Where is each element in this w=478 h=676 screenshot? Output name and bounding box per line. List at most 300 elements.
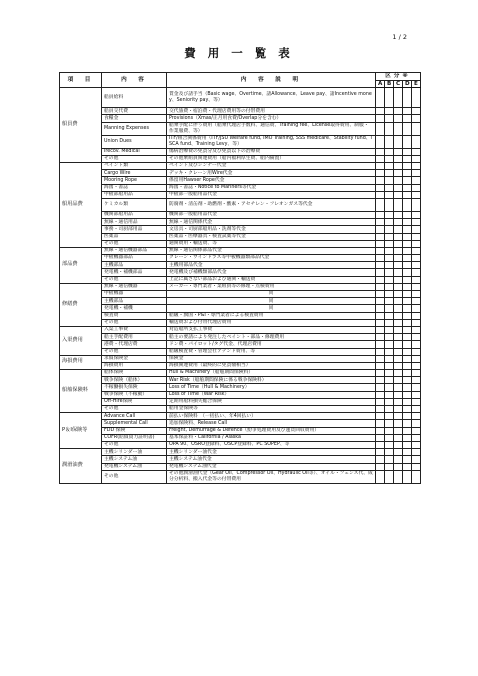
row-content: 船員給料 [102, 88, 167, 108]
kubun-cell [412, 362, 421, 369]
kubun-cell [385, 470, 394, 483]
table-row [60, 334, 421, 341]
row-description: ペイント及びシンナー代金 [167, 163, 376, 170]
header-letter-b: B [385, 81, 394, 88]
row-content: COFR(賠償資力証明書) [102, 434, 167, 441]
table-row [60, 233, 421, 240]
kubun-cell [385, 198, 394, 211]
kubun-cell [385, 170, 394, 177]
kubun-cell [394, 233, 403, 240]
kubun-cell [385, 406, 394, 413]
kubun-cell [376, 305, 385, 312]
kubun-cell [394, 247, 403, 254]
row-content: その他 [102, 441, 167, 448]
row-description: 発電機及び補機類部品代金 [167, 269, 376, 276]
kubun-cell [403, 240, 412, 247]
kubun-cell [403, 470, 412, 483]
table-row [60, 191, 421, 198]
kubun-cell [385, 163, 394, 170]
header-row-1 [60, 73, 421, 81]
row-content: Manning Expenses [102, 122, 167, 135]
kubun-cell [412, 384, 421, 391]
row-description: 基本保証料・California / Alaska [167, 434, 376, 441]
table-row [60, 362, 421, 369]
row-description: 発電機システム油代金 [167, 463, 376, 470]
kubun-cell [385, 233, 394, 240]
kubun-cell [412, 177, 421, 184]
kubun-cell [412, 226, 421, 233]
kubun-cell [403, 355, 412, 362]
table-row [60, 135, 421, 148]
kubun-cell [376, 262, 385, 269]
kubun-cell [412, 305, 421, 312]
row-content: Cargo Wire [102, 170, 167, 177]
kubun-cell [412, 219, 421, 226]
kubun-cell [394, 377, 403, 384]
kubun-cell [412, 191, 421, 198]
kubun-cell [376, 377, 385, 384]
row-content: Irecov. Medical [102, 148, 167, 155]
kubun-cell [385, 456, 394, 463]
kubun-cell [385, 247, 394, 254]
kubun-cell [403, 108, 412, 115]
kubun-cell [394, 449, 403, 456]
row-content: その他 [102, 276, 167, 283]
kubun-cell [403, 334, 412, 341]
row-description: 通関費用・輸送費、等 [167, 240, 376, 247]
kubun-cell [394, 226, 403, 233]
kubun-cell [403, 384, 412, 391]
kubun-cell [376, 370, 385, 377]
kubun-cell [403, 115, 412, 122]
kubun-cell [385, 326, 394, 333]
kubun-cell [403, 219, 412, 226]
row-content: 発電機・補機部品 [102, 269, 167, 276]
kubun-cell [376, 341, 385, 348]
row-content: Supplemental Call [102, 420, 167, 427]
kubun-cell [394, 163, 403, 170]
kubun-cell [394, 427, 403, 434]
kubun-cell [394, 198, 403, 211]
row-description: ドン費・パイロット/タグ代金、代理店費用 [167, 341, 376, 348]
kubun-cell [385, 211, 394, 218]
kubun-cell [394, 298, 403, 305]
kubun-cell [394, 262, 403, 269]
kubun-cell [376, 326, 385, 333]
kubun-cell [376, 398, 385, 405]
kubun-cell [385, 276, 394, 283]
kubun-cell [412, 413, 421, 420]
kubun-cell [403, 276, 412, 283]
table-row [60, 108, 421, 115]
kubun-cell [376, 219, 385, 226]
row-description: Provisions（Xmas/正月用食費/Overlap分を含む） [167, 115, 376, 122]
table-row [60, 283, 421, 290]
kubun-cell [394, 191, 403, 198]
kubun-cell [403, 456, 412, 463]
kubun-cell [376, 406, 385, 413]
kubun-cell [394, 312, 403, 319]
kubun-cell [403, 449, 412, 456]
kubun-cell [376, 211, 385, 218]
kubun-cell [403, 135, 412, 148]
kubun-cell [412, 115, 421, 122]
table-row [60, 88, 421, 108]
table-row [60, 348, 421, 355]
kubun-cell [394, 122, 403, 135]
table-row [60, 198, 421, 211]
section-name: 入渠費用 [60, 326, 102, 355]
kubun-cell [385, 184, 394, 191]
kubun-cell [376, 449, 385, 456]
row-description: 船主の要請により発注したペイント・部品・修理費用 [167, 334, 376, 341]
table-row [60, 269, 421, 276]
kubun-cell [403, 441, 412, 448]
row-content: 発電機システム油 [102, 463, 167, 470]
header-letter-d: D [403, 81, 412, 88]
kubun-cell [403, 413, 412, 420]
row-content: その他 [102, 155, 167, 162]
kubun-cell [403, 362, 412, 369]
row-description: 主機用部品代金 [167, 262, 376, 269]
kubun-cell [385, 334, 394, 341]
table-row [60, 240, 421, 247]
kubun-cell [376, 312, 385, 319]
table-row [60, 463, 421, 470]
kubun-cell [376, 283, 385, 290]
kubun-cell [403, 305, 412, 312]
kubun-cell [403, 262, 412, 269]
kubun-cell [385, 148, 394, 155]
table-row [60, 391, 421, 398]
kubun-cell [403, 291, 412, 298]
kubun-cell [412, 420, 421, 427]
kubun-cell [394, 348, 403, 355]
kubun-cell [385, 177, 394, 184]
table-row [60, 312, 421, 319]
kubun-cell [376, 470, 385, 483]
kubun-cell [403, 211, 412, 218]
kubun-cell [394, 341, 403, 348]
kubun-cell [403, 398, 412, 405]
table-row [60, 163, 421, 170]
kubun-cell [376, 291, 385, 298]
kubun-cell [412, 262, 421, 269]
kubun-cell [394, 177, 403, 184]
kubun-cell [412, 255, 421, 262]
kubun-cell [376, 184, 385, 191]
section-name: P＆I保険等 [60, 413, 102, 449]
kubun-cell [412, 434, 421, 441]
kubun-cell [376, 122, 385, 135]
row-content: Off-Hire保険 [102, 398, 167, 405]
kubun-cell [394, 219, 403, 226]
kubun-cell [376, 135, 385, 148]
kubun-cell [412, 312, 421, 319]
row-content: その他 [102, 348, 167, 355]
kubun-cell [385, 191, 394, 198]
kubun-cell [394, 391, 403, 398]
row-content: 甲板機器 [102, 291, 167, 298]
kubun-cell [412, 370, 421, 377]
kubun-cell [376, 441, 385, 448]
row-description: OPA 90、OSRO登録料、OSCP登録料、PC SOPEP、等 [167, 441, 376, 448]
kubun-cell [376, 148, 385, 155]
table-row [60, 155, 421, 162]
kubun-cell [385, 305, 394, 312]
kubun-cell [394, 108, 403, 115]
kubun-cell [385, 377, 394, 384]
table-row [60, 255, 421, 262]
kubun-cell [403, 312, 412, 319]
kubun-cell [403, 269, 412, 276]
row-content: その他 [102, 406, 167, 413]
kubun-cell [376, 255, 385, 262]
table-body [60, 88, 421, 483]
header-letter-e: E [412, 81, 421, 88]
kubun-cell [412, 211, 421, 218]
kubun-cell [412, 334, 421, 341]
kubun-cell [394, 88, 403, 108]
kubun-cell [403, 226, 412, 233]
kubun-cell [385, 122, 394, 135]
kubun-cell [394, 148, 403, 155]
table-row [60, 319, 421, 326]
row-content: その他 [102, 470, 167, 483]
table-row [60, 434, 421, 441]
kubun-cell [412, 148, 421, 155]
kubun-cell [376, 319, 385, 326]
kubun-cell [412, 470, 421, 483]
kubun-cell [394, 170, 403, 177]
row-content: 戦争保険（不稼動） [102, 391, 167, 398]
row-description: 船級・旗国・P&I・専門業者による検査費用 [167, 312, 376, 319]
kubun-cell [394, 470, 403, 483]
kubun-cell [376, 88, 385, 108]
row-content: 船員交代費 [102, 108, 167, 115]
kubun-cell [385, 391, 394, 398]
kubun-cell [394, 255, 403, 262]
kubun-cell [412, 233, 421, 240]
table-row [60, 305, 421, 312]
kubun-cell [376, 240, 385, 247]
kubun-cell [403, 177, 412, 184]
kubun-cell [376, 362, 385, 369]
kubun-cell [385, 269, 394, 276]
kubun-cell [403, 233, 412, 240]
kubun-cell [394, 276, 403, 283]
row-content: 甲板部船用品 [102, 191, 167, 198]
kubun-cell [394, 319, 403, 326]
kubun-cell [385, 355, 394, 362]
table-row [60, 291, 421, 298]
kubun-cell [385, 341, 394, 348]
row-content: 医薬品 [102, 233, 167, 240]
section-name: 船舶保険料 [60, 370, 102, 413]
row-content: 食糧金 [102, 115, 167, 122]
header-description: 内 容 説 明 [167, 73, 376, 88]
kubun-cell [412, 247, 421, 254]
kubun-cell [376, 269, 385, 276]
kubun-cell [412, 298, 421, 305]
row-content: その他 [102, 240, 167, 247]
table-row [60, 341, 421, 348]
kubun-cell [394, 240, 403, 247]
table-row [60, 298, 421, 305]
table-row [60, 122, 421, 135]
kubun-cell [376, 427, 385, 434]
kubun-cell [376, 384, 385, 391]
kubun-cell [403, 420, 412, 427]
table-row [60, 398, 421, 405]
row-content: 無線・通信用品 [102, 219, 167, 226]
kubun-cell [403, 88, 412, 108]
row-description: 追加保険料、Release Call [167, 420, 376, 427]
kubun-cell [412, 170, 421, 177]
kubun-cell [403, 163, 412, 170]
table-row [60, 370, 421, 377]
header-letter-c: C [394, 81, 403, 88]
kubun-cell [385, 262, 394, 269]
row-description: 賃金及び諸手当（Basic wage、Overtime、諸Allowance、Leave pay、諸Incentive money、Seniority pay、等） [167, 88, 376, 108]
kubun-cell [376, 247, 385, 254]
kubun-cell [385, 240, 394, 247]
row-content: 機関部船用品 [102, 211, 167, 218]
row-content: 不稼働損失保険 [102, 384, 167, 391]
kubun-cell [412, 456, 421, 463]
kubun-cell [412, 155, 421, 162]
kubun-cell [412, 163, 421, 170]
row-description: 防腐剤・清缶剤・助燃剤・酸素・アセチレン・フレオンガス等代金 [167, 198, 376, 211]
kubun-cell [412, 198, 421, 211]
kubun-cell [376, 170, 385, 177]
row-description: デッキ・クレーン用Wire代金 [167, 170, 376, 177]
kubun-cell [412, 348, 421, 355]
row-content: 発電機・補機 [102, 305, 167, 312]
table-row [60, 377, 421, 384]
kubun-cell [403, 170, 412, 177]
kubun-cell [385, 108, 394, 115]
row-description: 船級検査費・管理会社アテンド費用、等 [167, 348, 376, 355]
row-description: 同 [167, 305, 376, 312]
kubun-cell [385, 384, 394, 391]
kubun-cell [376, 298, 385, 305]
kubun-cell [394, 398, 403, 405]
kubun-cell [394, 441, 403, 448]
kubun-cell [394, 334, 403, 341]
kubun-cell [394, 370, 403, 377]
row-content: 検査費 [102, 312, 167, 319]
kubun-cell [385, 155, 394, 162]
kubun-cell [403, 319, 412, 326]
kubun-cell [394, 355, 403, 362]
row-description: 甲板部一般船用品代金 [167, 191, 376, 198]
kubun-cell [412, 355, 421, 362]
row-description: 船用金保険等 [167, 406, 376, 413]
kubun-cell [385, 219, 394, 226]
kubun-cell [385, 420, 394, 427]
kubun-cell [412, 276, 421, 283]
row-description: メーカー・専門業者・業組員等の修理・点検費用 [167, 283, 376, 290]
header-item: 項 目 [60, 73, 102, 88]
row-description: 前払い保険料 （一括払い、年4回払い） [167, 413, 376, 420]
kubun-cell [385, 434, 394, 441]
row-content: 船主手配費用 [102, 334, 167, 341]
kubun-cell [376, 177, 385, 184]
kubun-cell [403, 255, 412, 262]
table-row [60, 247, 421, 254]
kubun-cell [394, 463, 403, 470]
table-row [60, 170, 421, 177]
kubun-cell [376, 434, 385, 441]
kubun-cell [403, 148, 412, 155]
row-content: 海図・書誌 [102, 184, 167, 191]
kubun-cell [403, 247, 412, 254]
page-number: 1 / 2 [392, 33, 407, 41]
kubun-cell [412, 88, 421, 108]
kubun-cell [403, 391, 412, 398]
row-content: 主機部品 [102, 262, 167, 269]
row-description: 主機システム油代金 [167, 456, 376, 463]
row-description: その他潤滑油代金（Gear Oil、Compressor Oil、Hydraulic Oil等）、オイル・フェンス代、成分分析料、搬入代金等の付帯費用 [167, 470, 376, 483]
kubun-cell [376, 115, 385, 122]
kubun-cell [403, 341, 412, 348]
kubun-cell [403, 427, 412, 434]
kubun-cell [376, 226, 385, 233]
row-content: 無線・通信機器部品 [102, 247, 167, 254]
kubun-cell [376, 198, 385, 211]
kubun-cell [385, 463, 394, 470]
row-content: 事務・司厨部用品 [102, 226, 167, 233]
row-content: 港費・代理店費 [102, 341, 167, 348]
kubun-cell [412, 319, 421, 326]
kubun-cell [394, 413, 403, 420]
row-description: 同 [167, 291, 376, 298]
row-content: 主機システム油 [102, 456, 167, 463]
row-description: War Risk（船舶期間保険に係る戦争保険料） [167, 377, 376, 384]
row-description: 主機シリンダー油代金 [167, 449, 376, 456]
table-row [60, 355, 421, 362]
row-description: 医薬品・医療器具・検査試薬等代金 [167, 233, 376, 240]
row-description: 定期用船料損失総合保険 [167, 398, 376, 405]
row-description: Freight, Demurrage & Defence（紛争処理費用及び運賃回収費用） [167, 427, 376, 434]
kubun-cell [412, 449, 421, 456]
row-content: ペイント類 [102, 163, 167, 170]
kubun-cell [412, 184, 421, 191]
kubun-cell [403, 370, 412, 377]
kubun-cell [403, 191, 412, 198]
kubun-cell [376, 163, 385, 170]
kubun-cell [385, 115, 394, 122]
kubun-cell [403, 184, 412, 191]
row-description: 保険金 [167, 355, 376, 362]
kubun-cell [403, 198, 412, 211]
kubun-cell [403, 406, 412, 413]
kubun-cell [385, 291, 394, 298]
table-row [60, 326, 421, 333]
row-description: クレーン・ウインドラス等甲板機器類部品代金 [167, 255, 376, 262]
table-row [60, 276, 421, 283]
kubun-cell [385, 348, 394, 355]
kubun-cell [376, 233, 385, 240]
table-row [60, 148, 421, 155]
kubun-cell [385, 449, 394, 456]
kubun-cell [385, 283, 394, 290]
kubun-cell [394, 269, 403, 276]
kubun-cell [394, 326, 403, 333]
table-row [60, 413, 421, 420]
kubun-cell [376, 348, 385, 355]
